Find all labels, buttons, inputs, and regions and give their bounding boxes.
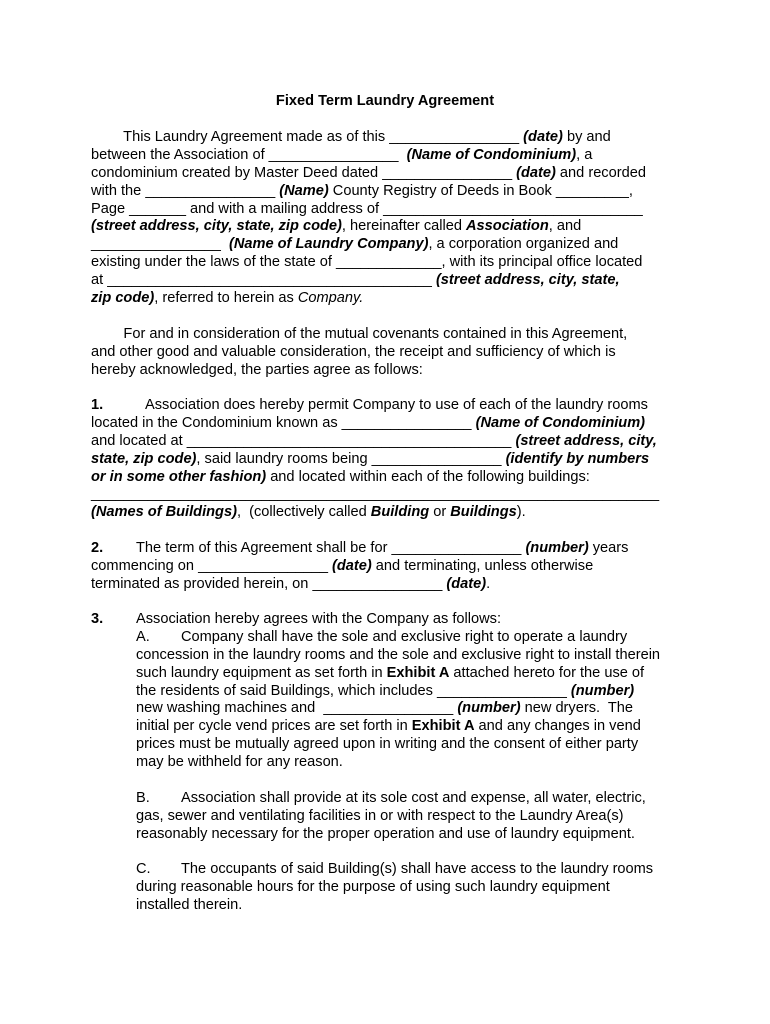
consideration-line: hereby acknowledged, the parties agree as follows: (91, 361, 423, 378)
subsection-label: A. (136, 628, 150, 645)
subsection-c: C. The occupants of said Building(s) shall have access to the laundry rooms during reasonable hours for the purpose of using such laundry equipment installed therein. (136, 861, 654, 914)
subsection-a: A. Company shall have the sole and exclusive right to operate a laundry concession in the laundry rooms and the sole and exclusive right to install therein such laundry equipment as set forth in Exhibit A attached hereto for the use of the residents of said Buildings, which includes ________________ (number) new washing machines and ________________ (number) new dryers. The initial per cycle vend prices are set forth in Exhibit A and any changes in vend prices must be mutually agreed upon in writing and the consent of either party may be withheld for any reason. (136, 628, 661, 771)
intro-paragraph (91, 129, 691, 308)
section-line: ______________________________________________________________________ (91, 486, 660, 503)
section-number: 2. (91, 540, 104, 556)
document-title: Fixed Term Laundry Agreement (275, 93, 495, 109)
section-line: terminated as provided herein, on ________________ (date). (91, 575, 491, 592)
subsection-label: C. (136, 861, 151, 878)
section-line: 2. The term of this Agreement shall be for ________________ (number) years (91, 540, 629, 556)
intro-line: zip code), referred to herein as Company. (91, 290, 364, 307)
intro-line: This Laundry Agreement made as of this ________________ (date) by and (91, 129, 611, 145)
intro-line: at ________________________________________ (street address, city, state, (91, 272, 620, 289)
subsection-label: B. (136, 789, 150, 806)
subsection-b: B. Association shall provide at its sole cost and expense, all water, electric, gas, sewer and ventilating facilities in or with respect to the Laundry Area(s) reasonably necessary for the proper operation and use of laundry equipment. (136, 789, 646, 842)
section-1 (91, 397, 691, 522)
section-line: located in the Condominium known as ________________ (Name of Condominium) (91, 414, 646, 431)
intro-line: (street address, city, state, zip code), hereinafter called Association, and (91, 218, 582, 235)
section-line: or in some other fashion) and located within each of the following buildings: (91, 468, 590, 485)
section-line: 3. Association hereby agrees with the Company as follows: (91, 611, 502, 627)
section-3 (91, 611, 691, 915)
section-line: and located at ________________________________________ (street address, city, (91, 432, 657, 449)
intro-line: existing under the laws of the state of _____________, with its principal office located (91, 254, 643, 271)
intro-line: between the Association of ________________ (Name of Condominium), a (91, 146, 593, 163)
intro-line: condominium created by Master Deed dated ________________ (date) and recorded (91, 164, 646, 181)
intro-line: with the ________________ (Name) County Registry of Deeds in Book _________, (91, 182, 633, 199)
intro-line: ________________ (Name of Laundry Company), a corporation organized and (91, 236, 619, 253)
consideration-line: For and in consideration of the mutual covenants contained in this Agreement, (91, 326, 628, 342)
section-number: 1. (91, 397, 104, 413)
intro-line: Page _______ and with a mailing address of ________________________________ (91, 200, 643, 217)
section-line: (Names of Buildings), (collectively called Building or Buildings). (91, 504, 526, 521)
consideration-paragraph (91, 326, 691, 380)
section-line: state, zip code), said laundry rooms being ________________ (identify by numbers (91, 450, 650, 467)
section-line: 1. Association does hereby permit Company to use of each of the laundry rooms (91, 397, 648, 413)
section-2 (91, 540, 691, 594)
section-number: 3. (91, 611, 104, 627)
section-line: commencing on ________________ (date) and terminating, unless otherwise (91, 557, 594, 574)
consideration-line: and other good and valuable consideration, the receipt and sufficiency of which is (91, 343, 616, 360)
